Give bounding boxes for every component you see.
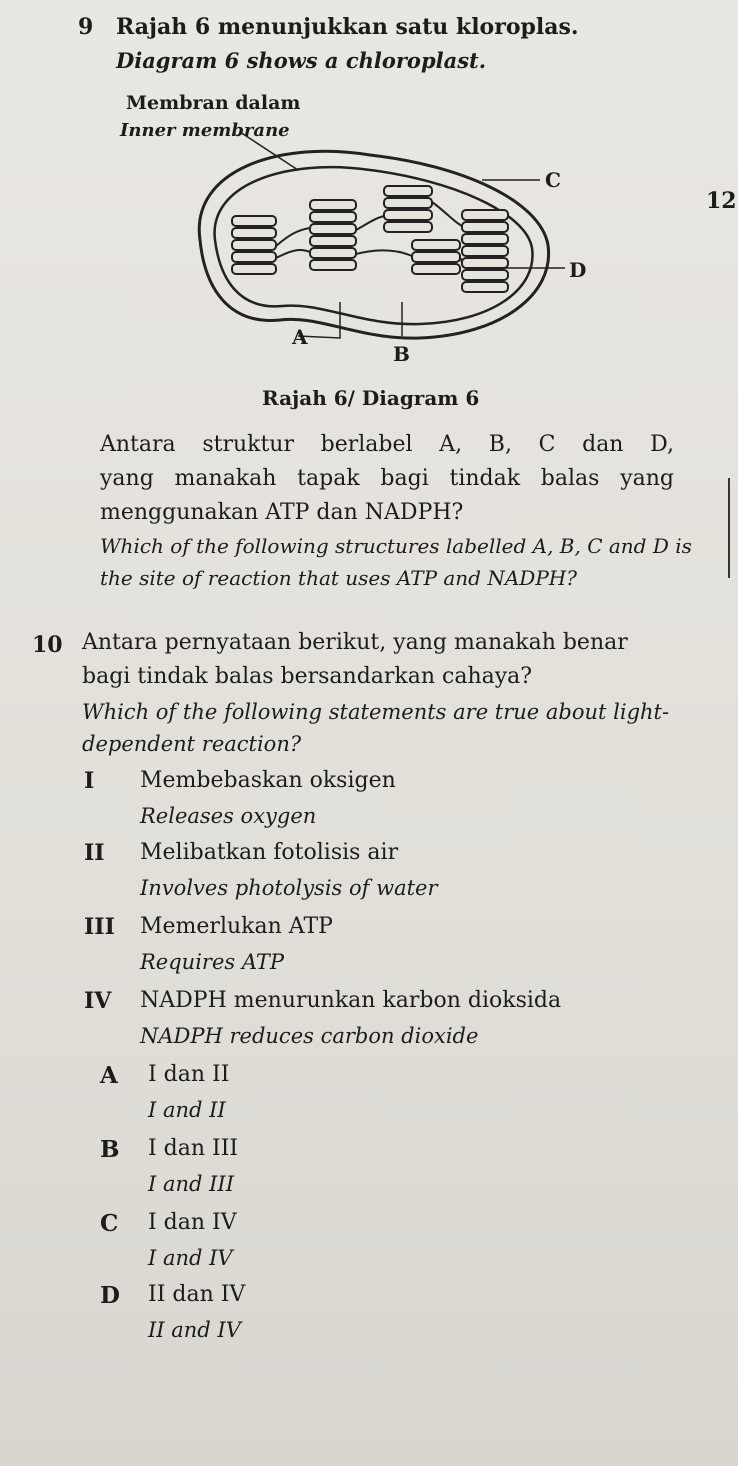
granum-right bbox=[462, 210, 508, 292]
question-9-ms-line-2: yang manakah tapak bagi tindak balas yang bbox=[100, 466, 674, 491]
question-10-ms-line-1: Antara pernyataan berikut, yang manakah benar bbox=[82, 630, 628, 655]
option-c-ms[interactable]: I dan IV bbox=[148, 1210, 237, 1235]
granum-left bbox=[232, 216, 276, 274]
question-10-en-line-2: dependent reaction? bbox=[82, 732, 302, 756]
diagram-caption: Rajah 6/ Diagram 6 bbox=[262, 386, 480, 410]
question-10-number: 10 bbox=[32, 632, 63, 658]
statement-2-ms: Melibatkan fotolisis air bbox=[140, 840, 399, 865]
margin-bracket bbox=[728, 478, 730, 578]
granum-mid-left bbox=[310, 200, 356, 270]
option-c-letter[interactable]: C bbox=[100, 1210, 119, 1237]
label-inner-membrane-ms: Membran dalam bbox=[126, 92, 301, 114]
statement-3-ms: Memerlukan ATP bbox=[140, 914, 333, 939]
question-9-en-line-1: Which of the following structures labelled A, B, C and D is bbox=[100, 534, 692, 558]
label-b: B bbox=[393, 342, 410, 366]
granum-center bbox=[384, 186, 432, 232]
label-d: D bbox=[569, 258, 587, 282]
margin-number: 12 bbox=[706, 188, 737, 214]
option-b-en[interactable]: I and III bbox=[148, 1172, 235, 1196]
granum-center-low bbox=[412, 240, 460, 274]
option-b-ms[interactable]: I dan III bbox=[148, 1136, 239, 1161]
question-9-number: 9 bbox=[78, 14, 94, 40]
statement-3-roman: III bbox=[84, 914, 115, 940]
statement-1-en: Releases oxygen bbox=[140, 804, 317, 828]
statement-1-roman: I bbox=[84, 768, 95, 794]
option-b-letter[interactable]: B bbox=[100, 1136, 120, 1163]
statement-4-roman: IV bbox=[84, 988, 112, 1014]
option-a-ms[interactable]: I dan II bbox=[148, 1062, 230, 1087]
statement-4-en: NADPH reduces carbon dioxide bbox=[140, 1024, 479, 1048]
label-c: C bbox=[545, 168, 561, 192]
statement-2-roman: II bbox=[84, 840, 105, 866]
question-10-en-line-1: Which of the following statements are true about light- bbox=[82, 700, 670, 724]
option-a-letter[interactable]: A bbox=[100, 1062, 118, 1089]
option-d-en[interactable]: II and IV bbox=[148, 1318, 241, 1342]
question-9-en-line-2: the site of reaction that uses ATP and NADPH? bbox=[100, 566, 577, 590]
statement-4-ms: NADPH menurunkan karbon dioksida bbox=[140, 988, 562, 1013]
grana bbox=[232, 186, 508, 292]
label-inner-membrane-en: Inner membrane bbox=[120, 120, 290, 141]
option-d-ms[interactable]: II dan IV bbox=[148, 1282, 246, 1307]
option-c-en[interactable]: I and IV bbox=[148, 1246, 233, 1270]
question-9-intro-ms: Rajah 6 menunjukkan satu kloroplas. bbox=[116, 14, 579, 40]
statement-2-en: Involves photolysis of water bbox=[140, 876, 438, 900]
option-d-letter[interactable]: D bbox=[100, 1282, 120, 1309]
statement-1-ms: Membebaskan oksigen bbox=[140, 768, 396, 793]
question-9-intro-en: Diagram 6 shows a chloroplast. bbox=[116, 48, 487, 73]
option-a-en[interactable]: I and II bbox=[148, 1098, 226, 1122]
question-9-ms-line-3: menggunakan ATP dan NADPH? bbox=[100, 500, 464, 525]
question-9-ms-line-1: Antara struktur berlabel A, B, C dan D, bbox=[100, 432, 674, 457]
question-10-ms-line-2: bagi tindak balas bersandarkan cahaya? bbox=[82, 664, 533, 689]
statement-3-en: Requires ATP bbox=[140, 950, 284, 974]
chloroplast-diagram bbox=[170, 130, 590, 360]
label-a: A bbox=[292, 325, 308, 349]
